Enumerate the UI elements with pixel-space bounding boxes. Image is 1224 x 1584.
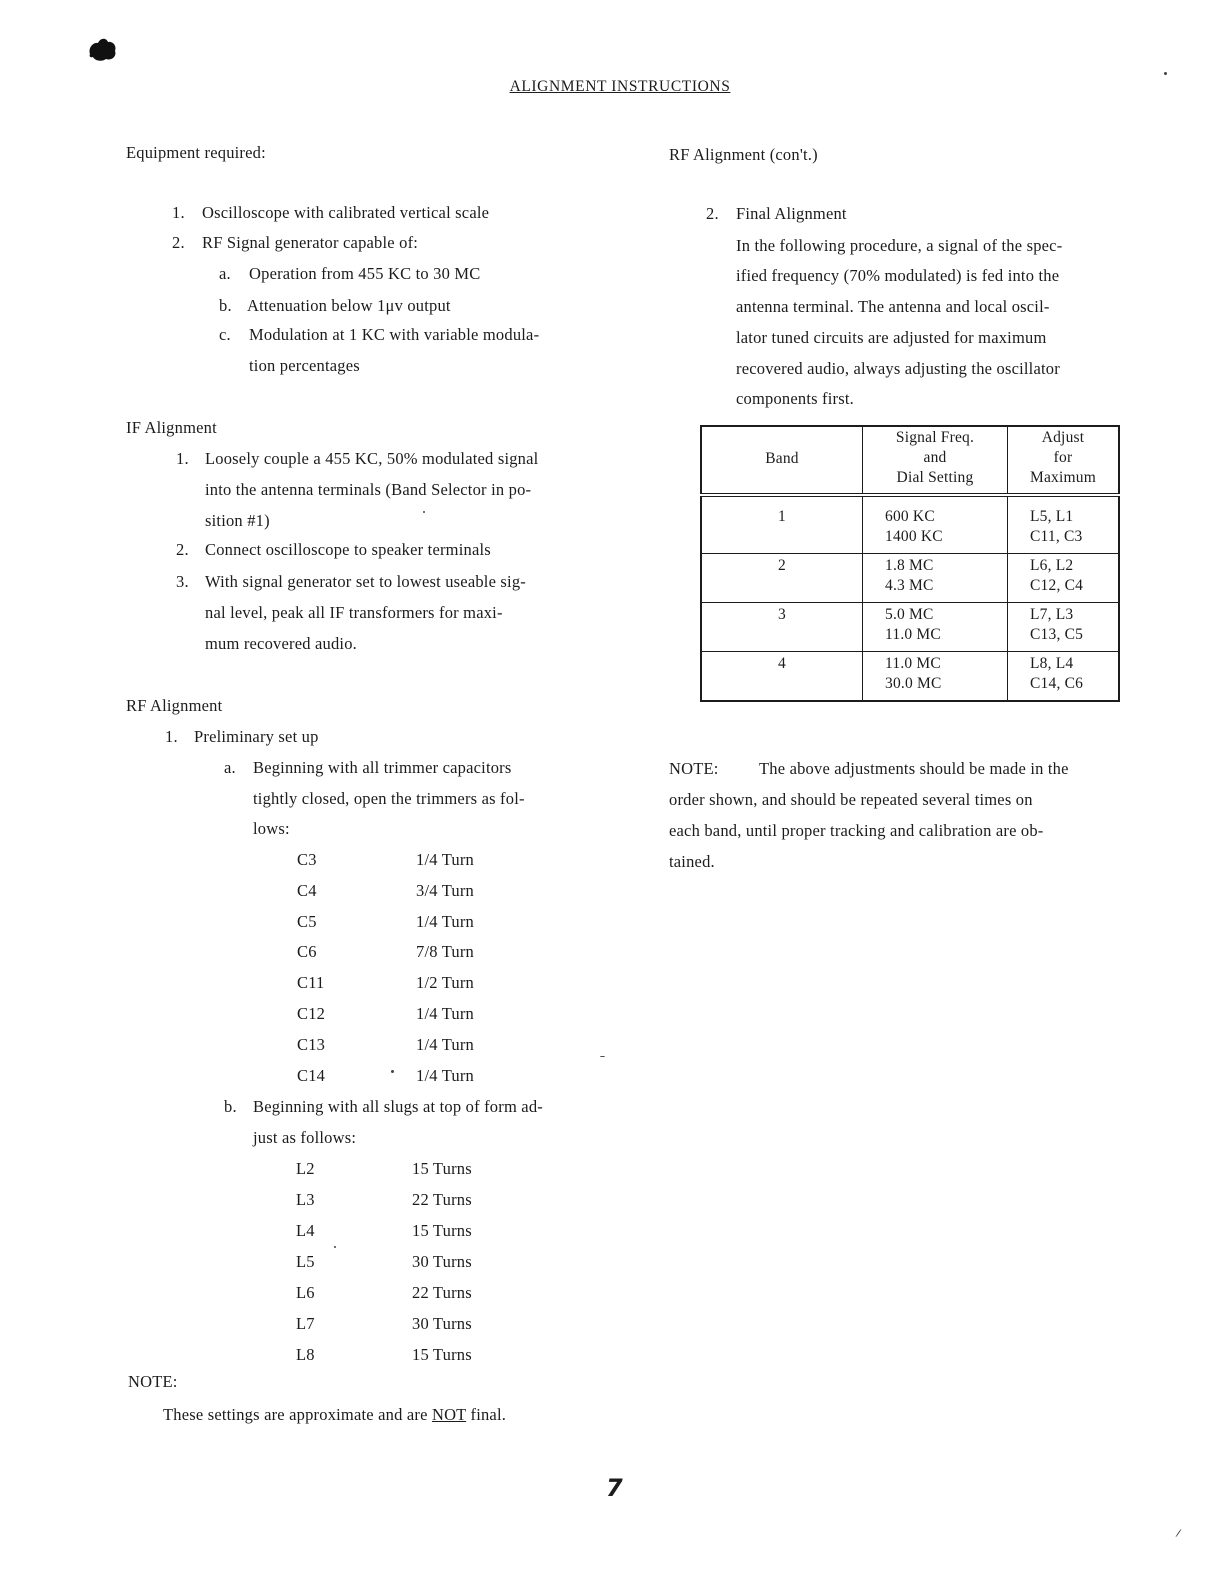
- list-item: Operation from 455 KC to 30 MC: [249, 264, 481, 283]
- scan-speck: [1175, 1529, 1182, 1538]
- adjust-cell: L6, L2 C12, C4: [1008, 554, 1120, 603]
- note-label: NOTE:: [128, 1372, 178, 1391]
- note-line: tained.: [669, 852, 715, 871]
- trimmer-setting: 7/8 Turn: [416, 942, 475, 961]
- scan-speck: [423, 511, 425, 513]
- alignment-table: [700, 425, 1120, 702]
- procedure-line: In the following procedure, a signal of the spec-: [736, 236, 1063, 255]
- adjust-cell: L5, L1 C11, C3: [1008, 495, 1120, 554]
- ink-blot-icon: [86, 36, 118, 62]
- page-number: 7: [606, 1474, 623, 1502]
- list-item: Attenuation below 1μv output: [247, 296, 451, 315]
- trimmer-part: C6: [297, 942, 317, 961]
- frequency-cell: 5.0 MC 11.0 MC: [863, 603, 1008, 652]
- scan-speck: [600, 1056, 605, 1057]
- list-number: 1.: [172, 203, 185, 222]
- frequency-cell: 1.8 MC 4.3 MC: [863, 554, 1008, 603]
- slug-part: L8: [296, 1345, 315, 1364]
- rf-alignment-heading: RF Alignment: [126, 696, 223, 715]
- rf-cont-heading: RF Alignment (con't.): [669, 145, 818, 164]
- trimmer-setting: 1/4 Turn: [416, 1066, 475, 1085]
- list-item-continuation: nal level, peak all IF transformers for maxi-: [205, 603, 503, 622]
- if-alignment-heading: IF Alignment: [126, 418, 217, 437]
- table-row: [701, 495, 1119, 554]
- band-cell: 3: [701, 603, 863, 652]
- list-letter: b.: [224, 1097, 237, 1116]
- trimmer-setting: 1/2 Turn: [416, 973, 475, 992]
- table-header-row: [701, 426, 1119, 495]
- list-item: Preliminary set up: [194, 727, 319, 746]
- note-line: The above adjustments should be made in the: [759, 759, 1069, 778]
- final-alignment-title: Final Alignment: [736, 204, 847, 223]
- procedure-line: components first.: [736, 389, 854, 408]
- column-header-adjust: Adjust for Maximum: [1008, 426, 1120, 495]
- slug-part: L5: [296, 1252, 315, 1271]
- note-label: NOTE:: [669, 759, 719, 778]
- list-letter: a.: [219, 264, 231, 283]
- procedure-line: lator tuned circuits are adjusted for maximum: [736, 328, 1047, 347]
- scan-speck: [334, 1246, 336, 1248]
- list-letter: a.: [224, 758, 236, 777]
- trimmer-part: C12: [297, 1004, 326, 1023]
- note-text: [163, 1405, 506, 1425]
- adjust-cell: L7, L3 C13, C5: [1008, 603, 1120, 652]
- list-item: With signal generator set to lowest useable sig-: [205, 572, 526, 591]
- list-number: 2.: [706, 204, 719, 223]
- trimmer-setting: 1/4 Turn: [416, 850, 475, 869]
- column-header-band: Band: [701, 426, 863, 495]
- list-number: 1.: [165, 727, 178, 746]
- note-line: each band, until proper tracking and calibration are ob-: [669, 821, 1044, 840]
- trimmer-part: C5: [297, 912, 317, 931]
- trimmer-part: C4: [297, 881, 317, 900]
- trimmer-setting: 3/4 Turn: [416, 881, 475, 900]
- slug-setting: 15 Turns: [412, 1221, 472, 1240]
- trimmer-part: C14: [297, 1066, 326, 1085]
- list-item: Oscilloscope with calibrated vertical scale: [202, 203, 490, 222]
- list-item-continuation: just as follows:: [253, 1128, 357, 1147]
- procedure-line: recovered audio, always adjusting the oscillator: [736, 359, 1060, 378]
- note-text-pre: These settings are approximate and are: [163, 1405, 432, 1424]
- trimmer-part: C11: [297, 973, 325, 992]
- scan-speck: [1164, 72, 1167, 75]
- trimmer-part: C3: [297, 850, 317, 869]
- table-row: [701, 652, 1119, 702]
- note-text-emphasis: NOT: [431, 1405, 467, 1424]
- band-cell: 4: [701, 652, 863, 702]
- slug-setting: 30 Turns: [412, 1252, 472, 1271]
- list-item-continuation: sition #1): [205, 511, 270, 530]
- page-title: ALIGNMENT INSTRUCTIONS: [509, 78, 731, 95]
- list-item: RF Signal generator capable of:: [202, 233, 419, 252]
- slug-part: L2: [296, 1159, 315, 1178]
- list-number: 3.: [176, 572, 189, 591]
- slug-setting: 22 Turns: [412, 1283, 472, 1302]
- list-item: Beginning with all slugs at top of form ad-: [253, 1097, 543, 1116]
- equipment-heading: Equipment required:: [126, 143, 266, 162]
- list-item-continuation: mum recovered audio.: [205, 634, 357, 653]
- list-letter: b.: [219, 296, 232, 315]
- procedure-line: ified frequency (70% modulated) is fed into the: [736, 266, 1060, 285]
- slug-part: L6: [296, 1283, 315, 1302]
- band-cell: 1: [701, 495, 863, 554]
- slug-setting: 30 Turns: [412, 1314, 472, 1333]
- list-item-continuation: tion percentages: [249, 356, 360, 375]
- scan-speck: [391, 1070, 394, 1073]
- list-number: 1.: [176, 449, 189, 468]
- slug-setting: 15 Turns: [412, 1159, 472, 1178]
- list-letter: c.: [219, 325, 231, 344]
- slug-part: L4: [296, 1221, 315, 1240]
- slug-part: L3: [296, 1190, 315, 1209]
- column-header-signal: Signal Freq. and Dial Setting: [863, 426, 1008, 495]
- list-item-continuation: lows:: [253, 819, 290, 838]
- trimmer-setting: 1/4 Turn: [416, 1004, 475, 1023]
- list-item: Modulation at 1 KC with variable modula-: [249, 325, 540, 344]
- list-item-continuation: tightly closed, open the trimmers as fol-: [253, 789, 525, 808]
- slug-setting: 22 Turns: [412, 1190, 472, 1209]
- trimmer-part: C13: [297, 1035, 326, 1054]
- adjust-cell: L8, L4 C14, C6: [1008, 652, 1120, 702]
- table-row: [701, 554, 1119, 603]
- list-item-continuation: into the antenna terminals (Band Selector in po-: [205, 480, 532, 499]
- trimmer-setting: 1/4 Turn: [416, 1035, 475, 1054]
- frequency-cell: 600 KC 1400 KC: [863, 495, 1008, 554]
- slug-setting: 15 Turns: [412, 1345, 472, 1364]
- frequency-cell: 11.0 MC 30.0 MC: [863, 652, 1008, 702]
- slug-part: L7: [296, 1314, 315, 1333]
- list-item: Loosely couple a 455 KC, 50% modulated signal: [205, 449, 539, 468]
- list-item: Beginning with all trimmer capacitors: [253, 758, 512, 777]
- note-text-post: final.: [466, 1405, 507, 1424]
- note-line: order shown, and should be repeated several times on: [669, 790, 1033, 809]
- trimmer-setting: 1/4 Turn: [416, 912, 475, 931]
- list-item: Connect oscilloscope to speaker terminals: [205, 540, 491, 559]
- list-number: 2.: [176, 540, 189, 559]
- procedure-line: antenna terminal. The antenna and local oscil-: [736, 297, 1050, 316]
- band-cell: 2: [701, 554, 863, 603]
- list-number: 2.: [172, 233, 185, 252]
- table-row: [701, 603, 1119, 652]
